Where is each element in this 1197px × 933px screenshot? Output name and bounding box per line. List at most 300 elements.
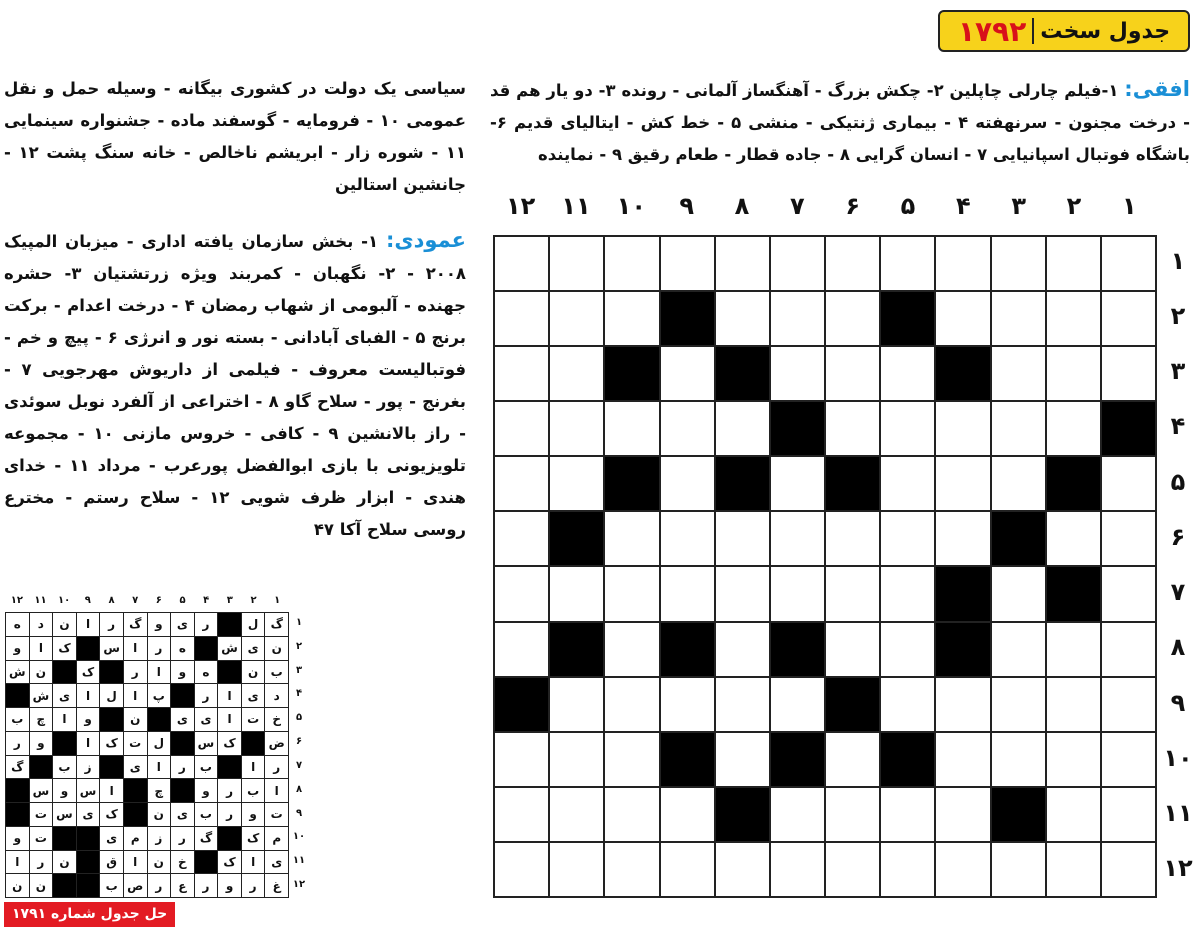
grid-cell[interactable] xyxy=(771,567,824,620)
solution-black-cell xyxy=(77,851,100,874)
black-cell xyxy=(992,512,1045,565)
solution-cell: ی xyxy=(77,803,100,826)
grid-cell[interactable] xyxy=(1102,237,1155,290)
black-cell xyxy=(1102,402,1155,455)
black-cell xyxy=(771,733,824,786)
solution-cell: ش xyxy=(6,661,29,684)
solution-cell: گ xyxy=(124,613,147,636)
solution-row-number: ۹ xyxy=(295,807,303,819)
solution-cell: س xyxy=(195,732,218,755)
grid-cell[interactable] xyxy=(771,678,824,731)
solution-cell: ا xyxy=(265,779,288,802)
column-number: ۴ xyxy=(956,192,971,220)
solution-cell: ا xyxy=(148,756,171,779)
row-number: ۱۰ xyxy=(1163,743,1193,772)
black-cell xyxy=(716,788,769,841)
grid-cell[interactable] xyxy=(881,512,934,565)
grid-cell[interactable] xyxy=(1102,457,1155,510)
grid-cell[interactable] xyxy=(771,457,824,510)
grid-cell[interactable] xyxy=(992,733,1045,786)
solution-black-cell xyxy=(124,779,147,802)
black-cell xyxy=(771,402,824,455)
solution-cell: ه xyxy=(171,637,194,660)
grid-cell[interactable] xyxy=(495,457,548,510)
solution-row-number: ۲ xyxy=(295,640,303,652)
grid-cell[interactable] xyxy=(661,402,714,455)
solution-cell: ن xyxy=(148,803,171,826)
solution-cell: ر xyxy=(100,613,123,636)
grid-cell[interactable] xyxy=(881,237,934,290)
solution-cell: ش xyxy=(218,637,241,660)
grid-cell[interactable] xyxy=(826,733,879,786)
solution-cell: خ xyxy=(171,851,194,874)
solution-cell: ت xyxy=(242,708,265,731)
solution-cell: ت xyxy=(30,827,53,850)
grid-cell[interactable] xyxy=(881,347,934,400)
across-clues-continued xyxy=(4,73,466,201)
solution-cell: ه xyxy=(6,613,29,636)
solution-cell: ا xyxy=(242,756,265,779)
grid-cell[interactable] xyxy=(716,292,769,345)
grid-cell[interactable] xyxy=(992,457,1045,510)
grid-cell[interactable] xyxy=(661,457,714,510)
black-cell xyxy=(661,292,714,345)
black-cell xyxy=(716,457,769,510)
solution-column-number: ۸ xyxy=(108,595,115,606)
grid-cell[interactable] xyxy=(1047,733,1100,786)
grid-cell[interactable] xyxy=(936,678,989,731)
grid-cell[interactable] xyxy=(1047,402,1100,455)
black-cell xyxy=(771,623,824,676)
grid-cell[interactable] xyxy=(936,237,989,290)
solution-cell: گ xyxy=(6,756,29,779)
grid-cell[interactable] xyxy=(771,788,824,841)
grid-cell[interactable] xyxy=(495,347,548,400)
black-cell xyxy=(936,347,989,400)
grid-cell[interactable] xyxy=(550,733,603,786)
solution-row-number: ۱۱ xyxy=(292,855,306,867)
grid-cell[interactable] xyxy=(716,237,769,290)
grid-cell[interactable] xyxy=(495,512,548,565)
grid-cell[interactable] xyxy=(936,457,989,510)
grid-cell[interactable] xyxy=(605,237,658,290)
grid-cell[interactable] xyxy=(661,512,714,565)
grid-cell[interactable] xyxy=(716,678,769,731)
solution-grid xyxy=(5,612,289,898)
grid-cell[interactable] xyxy=(605,623,658,676)
grid-cell[interactable] xyxy=(1047,678,1100,731)
solution-cell: چ xyxy=(148,779,171,802)
column-number: ۶ xyxy=(845,192,860,220)
grid-cell[interactable] xyxy=(992,623,1045,676)
title-separator xyxy=(1032,18,1034,44)
grid-cell[interactable] xyxy=(936,402,989,455)
solution-cell: ل xyxy=(148,732,171,755)
solution-row-number: ۶ xyxy=(295,736,303,748)
grid-cell[interactable] xyxy=(716,733,769,786)
solution-cell: س xyxy=(53,803,76,826)
solution-cell: ع xyxy=(171,874,194,897)
solution-cell: ی xyxy=(100,827,123,850)
solution-column-number: ۱۰ xyxy=(58,595,71,606)
grid-cell[interactable] xyxy=(992,292,1045,345)
puzzle-title-box xyxy=(938,10,1190,52)
solution-cell: و xyxy=(148,613,171,636)
grid-cell[interactable] xyxy=(1047,788,1100,841)
grid-cell[interactable] xyxy=(716,567,769,620)
column-number: ۹ xyxy=(679,192,694,220)
solution-cell: ا xyxy=(148,661,171,684)
solution-cell: ی xyxy=(53,684,76,707)
solution-black-cell xyxy=(30,756,53,779)
grid-cell[interactable] xyxy=(1102,678,1155,731)
grid-cell[interactable] xyxy=(716,623,769,676)
grid-cell[interactable] xyxy=(992,402,1045,455)
grid-cell[interactable] xyxy=(1047,843,1100,896)
grid-cell[interactable] xyxy=(771,843,824,896)
black-cell xyxy=(495,678,548,731)
across-clues xyxy=(490,73,1190,171)
solution-cell: ت xyxy=(265,803,288,826)
solution-cell: ن xyxy=(30,661,53,684)
solution-cell: ن xyxy=(30,874,53,897)
grid-cell[interactable] xyxy=(661,347,714,400)
grid-cell[interactable] xyxy=(826,402,879,455)
grid-cell[interactable] xyxy=(605,512,658,565)
grid-cell[interactable] xyxy=(1047,292,1100,345)
solution-cell: ر xyxy=(124,661,147,684)
solution-cell: م xyxy=(124,827,147,850)
row-number: ۸ xyxy=(1170,633,1186,662)
solution-column-number: ۶ xyxy=(155,595,162,606)
solution-cell: و xyxy=(6,637,29,660)
solution-black-cell xyxy=(218,613,241,636)
grid-cell[interactable] xyxy=(605,402,658,455)
grid-cell[interactable] xyxy=(936,512,989,565)
grid-cell[interactable] xyxy=(550,678,603,731)
row-number: ۱۱ xyxy=(1163,799,1193,828)
grid-cell[interactable] xyxy=(771,347,824,400)
solution-cell: گ xyxy=(265,613,288,636)
grid-cell[interactable] xyxy=(661,788,714,841)
grid-cell[interactable] xyxy=(881,567,934,620)
column-number: ۵ xyxy=(900,192,916,220)
solution-cell: ر xyxy=(218,803,241,826)
solution-black-cell xyxy=(195,637,218,660)
grid-cell[interactable] xyxy=(992,567,1045,620)
solution-row-number: ۱۰ xyxy=(292,831,306,843)
solution-cell: ه xyxy=(195,661,218,684)
grid-cell[interactable] xyxy=(826,237,879,290)
solution-cell: ی xyxy=(242,684,265,707)
grid-cell[interactable] xyxy=(1102,788,1155,841)
across-clues-text: ۱-فیلم چارلی چاپلین ۲- چکش بزرگ - آهنگساز آلمانی - رونده ۳- دو یار هم قد - درخت مجنون - سرنهفته ۴ - بیماری ژنتیکی - منشی ۵ - خط کش - ایتالیای قدیم ۶- باشگاه فوتبال اسپانیایی ۷ - انسان گرایی ۸ - جاده قطار - طعام رقیق ۹ - نماینده xyxy=(490,81,1190,164)
solution-column-number: ۷ xyxy=(132,595,139,606)
solution-cell: ق xyxy=(100,851,123,874)
black-cell xyxy=(661,623,714,676)
black-cell xyxy=(550,512,603,565)
black-cell xyxy=(992,788,1045,841)
black-cell xyxy=(716,347,769,400)
grid-cell[interactable] xyxy=(550,788,603,841)
row-number: ۴ xyxy=(1170,412,1186,441)
solution-cell: ا xyxy=(124,851,147,874)
solution-row-number: ۷ xyxy=(295,759,303,771)
grid-cell[interactable] xyxy=(826,347,879,400)
black-cell xyxy=(881,292,934,345)
grid-cell[interactable] xyxy=(1102,843,1155,896)
solution-cell: و xyxy=(242,803,265,826)
solution-black-cell xyxy=(195,851,218,874)
grid-cell[interactable] xyxy=(716,512,769,565)
solution-cell: ی xyxy=(171,708,194,731)
grid-cell[interactable] xyxy=(826,623,879,676)
grid-cell[interactable] xyxy=(495,292,548,345)
grid-cell[interactable] xyxy=(881,788,934,841)
solution-column-number: ۱۱ xyxy=(34,595,47,606)
grid-cell[interactable] xyxy=(495,567,548,620)
solution-cell: ر xyxy=(148,874,171,897)
solution-cell: ا xyxy=(77,613,100,636)
solution-cell: ز xyxy=(148,827,171,850)
solution-black-cell xyxy=(77,637,100,660)
solution-cell: ر xyxy=(6,732,29,755)
solution-cell: ی xyxy=(265,851,288,874)
grid-cell[interactable] xyxy=(550,843,603,896)
grid-cell[interactable] xyxy=(661,237,714,290)
row-number: ۷ xyxy=(1170,578,1186,607)
grid-cell[interactable] xyxy=(771,292,824,345)
column-number: ۲ xyxy=(1066,192,1082,220)
solution-black-cell xyxy=(53,732,76,755)
solution-row-number: ۵ xyxy=(295,712,303,724)
solution-cell: ن xyxy=(242,661,265,684)
grid-cell[interactable] xyxy=(992,843,1045,896)
row-number: ۵ xyxy=(1170,467,1186,496)
grid-cell[interactable] xyxy=(550,457,603,510)
solution-cell: و xyxy=(218,874,241,897)
grid-cell[interactable] xyxy=(936,843,989,896)
grid-cell[interactable] xyxy=(661,843,714,896)
solution-row-number: ۳ xyxy=(295,664,303,676)
grid-cell[interactable] xyxy=(992,678,1045,731)
grid-cell[interactable] xyxy=(881,402,934,455)
grid-cell[interactable] xyxy=(936,788,989,841)
solution-cell: ا xyxy=(77,684,100,707)
grid-cell[interactable] xyxy=(1047,237,1100,290)
black-cell xyxy=(881,733,934,786)
solution-column-number: ۱۲ xyxy=(10,595,23,606)
solution-cell: ی xyxy=(171,613,194,636)
solution-black-cell xyxy=(6,803,29,826)
grid-cell[interactable] xyxy=(992,347,1045,400)
solution-black-cell xyxy=(218,756,241,779)
grid-cell[interactable] xyxy=(1102,347,1155,400)
grid-cell[interactable] xyxy=(605,678,658,731)
grid-cell[interactable] xyxy=(605,567,658,620)
black-cell xyxy=(605,457,658,510)
solution-cell: ر xyxy=(218,779,241,802)
solution-column-number: ۹ xyxy=(84,595,91,606)
solution-cell: ش xyxy=(30,684,53,707)
grid-cell[interactable] xyxy=(992,237,1045,290)
grid-cell[interactable] xyxy=(881,678,934,731)
solution-cell: ر xyxy=(195,684,218,707)
solution-cell: ت xyxy=(124,732,147,755)
solution-black-cell xyxy=(171,684,194,707)
grid-cell[interactable] xyxy=(826,567,879,620)
solution-cell: و xyxy=(53,779,76,802)
solution-black-cell xyxy=(6,684,29,707)
solution-row-number: ۱ xyxy=(295,616,303,628)
crossword-grid xyxy=(493,235,1157,898)
solution-column-number: ۵ xyxy=(179,595,186,606)
solution-black-cell xyxy=(53,874,76,897)
grid-cell[interactable] xyxy=(550,567,603,620)
solution-cell: ر xyxy=(195,874,218,897)
down-heading: عمودی: xyxy=(385,228,466,252)
solution-cell: ب xyxy=(53,756,76,779)
solution-cell: ب xyxy=(265,661,288,684)
grid-cell[interactable] xyxy=(1047,347,1100,400)
solution-black-cell xyxy=(100,661,123,684)
black-cell xyxy=(826,457,879,510)
grid-cell[interactable] xyxy=(495,402,548,455)
solution-cell: و xyxy=(6,827,29,850)
solution-cell: ن xyxy=(53,613,76,636)
solution-cell: ن xyxy=(265,637,288,660)
grid-cell[interactable] xyxy=(826,788,879,841)
grid-cell[interactable] xyxy=(550,402,603,455)
grid-cell[interactable] xyxy=(716,402,769,455)
grid-cell[interactable] xyxy=(881,457,934,510)
grid-cell[interactable] xyxy=(936,292,989,345)
solution-cell: ن xyxy=(148,851,171,874)
solution-cell: ا xyxy=(124,684,147,707)
grid-cell[interactable] xyxy=(495,623,548,676)
grid-cell[interactable] xyxy=(550,347,603,400)
grid-cell[interactable] xyxy=(771,512,824,565)
solution-cell: ک xyxy=(218,851,241,874)
solution-cell: ا xyxy=(218,708,241,731)
solution-cell: ک xyxy=(242,827,265,850)
solution-black-cell xyxy=(218,661,241,684)
solution-cell: ی xyxy=(171,803,194,826)
grid-cell[interactable] xyxy=(1102,733,1155,786)
solution-cell: ا xyxy=(53,708,76,731)
column-number: ۱۲ xyxy=(506,192,536,220)
grid-cell[interactable] xyxy=(826,843,879,896)
row-number: ۲ xyxy=(1170,301,1186,330)
solution-cell: ر xyxy=(30,851,53,874)
black-cell xyxy=(1047,567,1100,620)
solution-cell: و xyxy=(77,708,100,731)
solution-column-number: ۱ xyxy=(274,595,281,606)
solution-cell: گ xyxy=(195,827,218,850)
grid-cell[interactable] xyxy=(1102,512,1155,565)
grid-cell[interactable] xyxy=(826,292,879,345)
solution-cell: چ xyxy=(30,708,53,731)
grid-cell[interactable] xyxy=(495,843,548,896)
grid-cell[interactable] xyxy=(495,237,548,290)
solution-cell: م xyxy=(265,827,288,850)
solution-cell: و xyxy=(195,779,218,802)
grid-cell[interactable] xyxy=(605,788,658,841)
puzzle-title: جدول سخت xyxy=(1040,18,1171,44)
grid-cell[interactable] xyxy=(550,292,603,345)
solution-cell: ا xyxy=(242,851,265,874)
solution-cell: س xyxy=(100,637,123,660)
grid-cell[interactable] xyxy=(661,567,714,620)
grid-cell[interactable] xyxy=(826,512,879,565)
grid-cell[interactable] xyxy=(1102,567,1155,620)
solution-cell: ر xyxy=(265,756,288,779)
solution-black-cell xyxy=(171,779,194,802)
solution-black-cell xyxy=(77,827,100,850)
grid-cell[interactable] xyxy=(1047,512,1100,565)
grid-cell[interactable] xyxy=(881,623,934,676)
grid-cell[interactable] xyxy=(936,733,989,786)
black-cell xyxy=(605,347,658,400)
solution-cell: و xyxy=(30,732,53,755)
solution-cell: ب xyxy=(100,874,123,897)
solution-cell: ر xyxy=(195,613,218,636)
grid-cell[interactable] xyxy=(661,678,714,731)
solution-black-cell xyxy=(242,732,265,755)
solution-black-cell xyxy=(53,827,76,850)
solution-cell: س xyxy=(77,779,100,802)
solution-cell: ا xyxy=(30,637,53,660)
grid-cell[interactable] xyxy=(495,788,548,841)
grid-cell[interactable] xyxy=(605,843,658,896)
grid-cell[interactable] xyxy=(1102,623,1155,676)
solution-cell: ا xyxy=(100,779,123,802)
grid-cell[interactable] xyxy=(605,733,658,786)
solution-cell: ص xyxy=(124,874,147,897)
solution-column-number: ۳ xyxy=(226,595,233,606)
solution-column-number: ۲ xyxy=(250,595,257,606)
grid-cell[interactable] xyxy=(1047,623,1100,676)
column-number: ۱۰ xyxy=(616,192,646,220)
solution-black-cell xyxy=(218,827,241,850)
black-cell xyxy=(936,623,989,676)
solution-black-cell xyxy=(148,708,171,731)
solution-cell: ب xyxy=(242,779,265,802)
grid-cell[interactable] xyxy=(495,733,548,786)
grid-cell[interactable] xyxy=(1102,292,1155,345)
column-number: ۸ xyxy=(734,192,750,220)
solution-cell: ک xyxy=(100,803,123,826)
solution-cell: ا xyxy=(6,851,29,874)
down-clues xyxy=(4,224,466,546)
grid-cell[interactable] xyxy=(716,843,769,896)
solution-black-cell xyxy=(171,732,194,755)
solution-cell: ز xyxy=(77,756,100,779)
solution-cell: خ xyxy=(265,708,288,731)
column-number: ۷ xyxy=(790,192,805,220)
solution-cell: ا xyxy=(218,684,241,707)
grid-cell[interactable] xyxy=(771,237,824,290)
grid-cell[interactable] xyxy=(605,292,658,345)
row-number: ۹ xyxy=(1170,688,1186,717)
solution-cell: ر xyxy=(171,827,194,850)
solution-cell: ت xyxy=(30,803,53,826)
across-heading: افقی: xyxy=(1124,77,1191,101)
grid-cell[interactable] xyxy=(881,843,934,896)
solution-black-cell xyxy=(100,756,123,779)
grid-cell[interactable] xyxy=(550,237,603,290)
solution-cell: پ xyxy=(148,684,171,707)
